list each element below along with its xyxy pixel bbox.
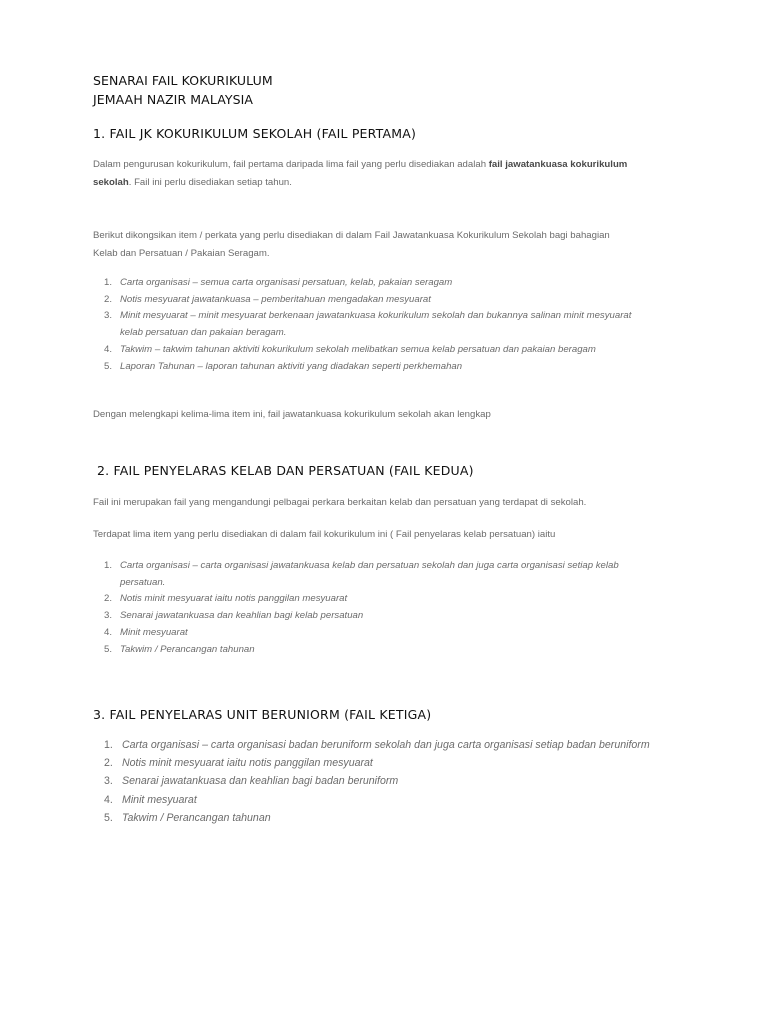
section-3-list	[104, 736, 664, 827]
list-item-text: Takwim – takwim tahunan aktiviti kokurikulum sekolah melibatkan semua kelab persatuan dan pakaian beragam	[120, 343, 596, 355]
section-2-list	[104, 558, 664, 658]
list-item-text: Notis minit mesyuarat iaitu notis panggilan mesyuarat	[122, 757, 373, 770]
list-item	[104, 558, 664, 591]
list-item-number: 4.	[104, 343, 113, 355]
list-item	[104, 292, 644, 309]
list-item	[104, 342, 644, 359]
section-1-paragraph-2: Berikut dikongsikan item / perkata yang perlu disediakan di dalam Fail Jawatankuasa Kokurikulum Sekolah bagi bahagian Kelab dan Persatuan / Pakaian Seragam.	[93, 230, 610, 259]
list-item-number: 1.	[104, 277, 113, 288]
list-item	[104, 625, 664, 642]
list-item	[104, 275, 644, 292]
list-item-text: Senarai jawatankuasa dan keahlian bagi badan beruniform	[122, 775, 399, 788]
section-2-paragraph-2: Terdapat lima item yang perlu disediakan di dalam fail kokurikulum ini ( Fail penyelaras kelab persatuan) iaitu	[93, 529, 556, 540]
list-item	[104, 754, 664, 772]
list-item-number: 4.	[104, 793, 113, 806]
list-item	[104, 772, 664, 790]
section-1-intro-end: . Fail ini perlu disediakan setiap tahun.	[128, 177, 292, 188]
section-3-heading: 3. FAIL PENYELARAS UNIT BERUNIORM (FAIL KETIGA)	[93, 707, 432, 722]
list-item-text: Takwim / Perancangan tahunan	[120, 643, 255, 655]
section-1-list	[104, 275, 644, 375]
list-item-number: 2.	[104, 757, 113, 770]
section-1-intro-bold: fail jawatankuasa kokurikulum sekolah	[93, 159, 628, 188]
section-1-closing: Dengan melengkapi kelima-lima item ini, fail jawatankuasa kokurikulum sekolah akan lengkap	[93, 409, 491, 420]
list-item-text: Notis minit mesyuarat iaitu notis panggilan mesyuarat	[120, 593, 348, 605]
list-item-number: 2.	[104, 593, 113, 605]
list-item	[104, 308, 644, 341]
list-item-text: Minit mesyuarat	[120, 626, 188, 638]
list-item	[104, 736, 664, 754]
section-1-intro-text: Dalam pengurusan kokurikulum, fail pertama daripada lima fail yang perlu disediakan adalah	[93, 159, 489, 170]
list-item-number: 3.	[104, 310, 113, 322]
list-item-text: Minit mesyuarat – minit mesyuarat berkenaan jawatankuasa kokurikulum sekolah dan bukannya salinan minit mesyuarat kelab persatuan dan pakaian beragam.	[120, 310, 632, 339]
list-item-text: Senarai jawatankuasa dan keahlian bagi kelab persatuan	[120, 610, 364, 622]
list-item-text: Laporan Tahunan – laporan tahunan aktiviti yang diadakan seperti perkhemahan	[120, 360, 463, 372]
section-2-heading: 2. FAIL PENYELARAS KELAB DAN PERSATUAN (FAIL KEDUA)	[97, 463, 474, 478]
list-item-number: 3.	[104, 610, 113, 622]
list-item-number: 1.	[104, 560, 113, 571]
list-item-number: 4.	[104, 626, 113, 638]
document-title-line-1: SENARAI FAIL KOKURIKULUM	[93, 73, 273, 88]
section-1-heading: 1. FAIL JK KOKURIKULUM SEKOLAH (FAIL PERTAMA)	[93, 126, 417, 141]
list-item-text: Takwim / Perancangan tahunan	[122, 811, 271, 824]
list-item-text: Carta organisasi – semua carta organisasi persatuan, kelab, pakaian seragam	[120, 277, 453, 288]
list-item-number: 5.	[104, 360, 113, 372]
section-1-intro	[93, 156, 633, 192]
list-item-number: 2.	[104, 293, 113, 305]
list-item-text: Notis mesyuarat jawatankuasa – pemberitahuan mengadakan mesyuarat	[120, 293, 431, 305]
list-item-text: Carta organisasi – carta organisasi jawatankuasa kelab dan persatuan sekolah dan juga carta organisasi setiap kelab persatuan.	[120, 560, 619, 588]
list-item	[104, 809, 664, 827]
list-item-number: 5.	[104, 643, 113, 655]
list-item	[104, 642, 664, 659]
list-item-number: 5.	[104, 811, 113, 824]
list-item-number: 3.	[104, 775, 113, 788]
list-item-number: 1.	[104, 739, 113, 751]
list-item	[104, 791, 664, 809]
list-item-text: Minit mesyuarat	[122, 793, 197, 806]
list-item-text: Carta organisasi – carta organisasi badan beruniform sekolah dan juga carta organisasi setiap badan beruniform	[122, 739, 650, 751]
section-2-paragraph-1: Fail ini merupakan fail yang mengandungi pelbagai perkara berkaitan kelab dan persatuan yang terdapat di sekolah.	[93, 497, 587, 508]
document-title-line-2: JEMAAH NAZIR MALAYSIA	[93, 92, 254, 107]
list-item	[104, 359, 644, 376]
list-item	[104, 591, 664, 608]
list-item	[104, 608, 664, 625]
